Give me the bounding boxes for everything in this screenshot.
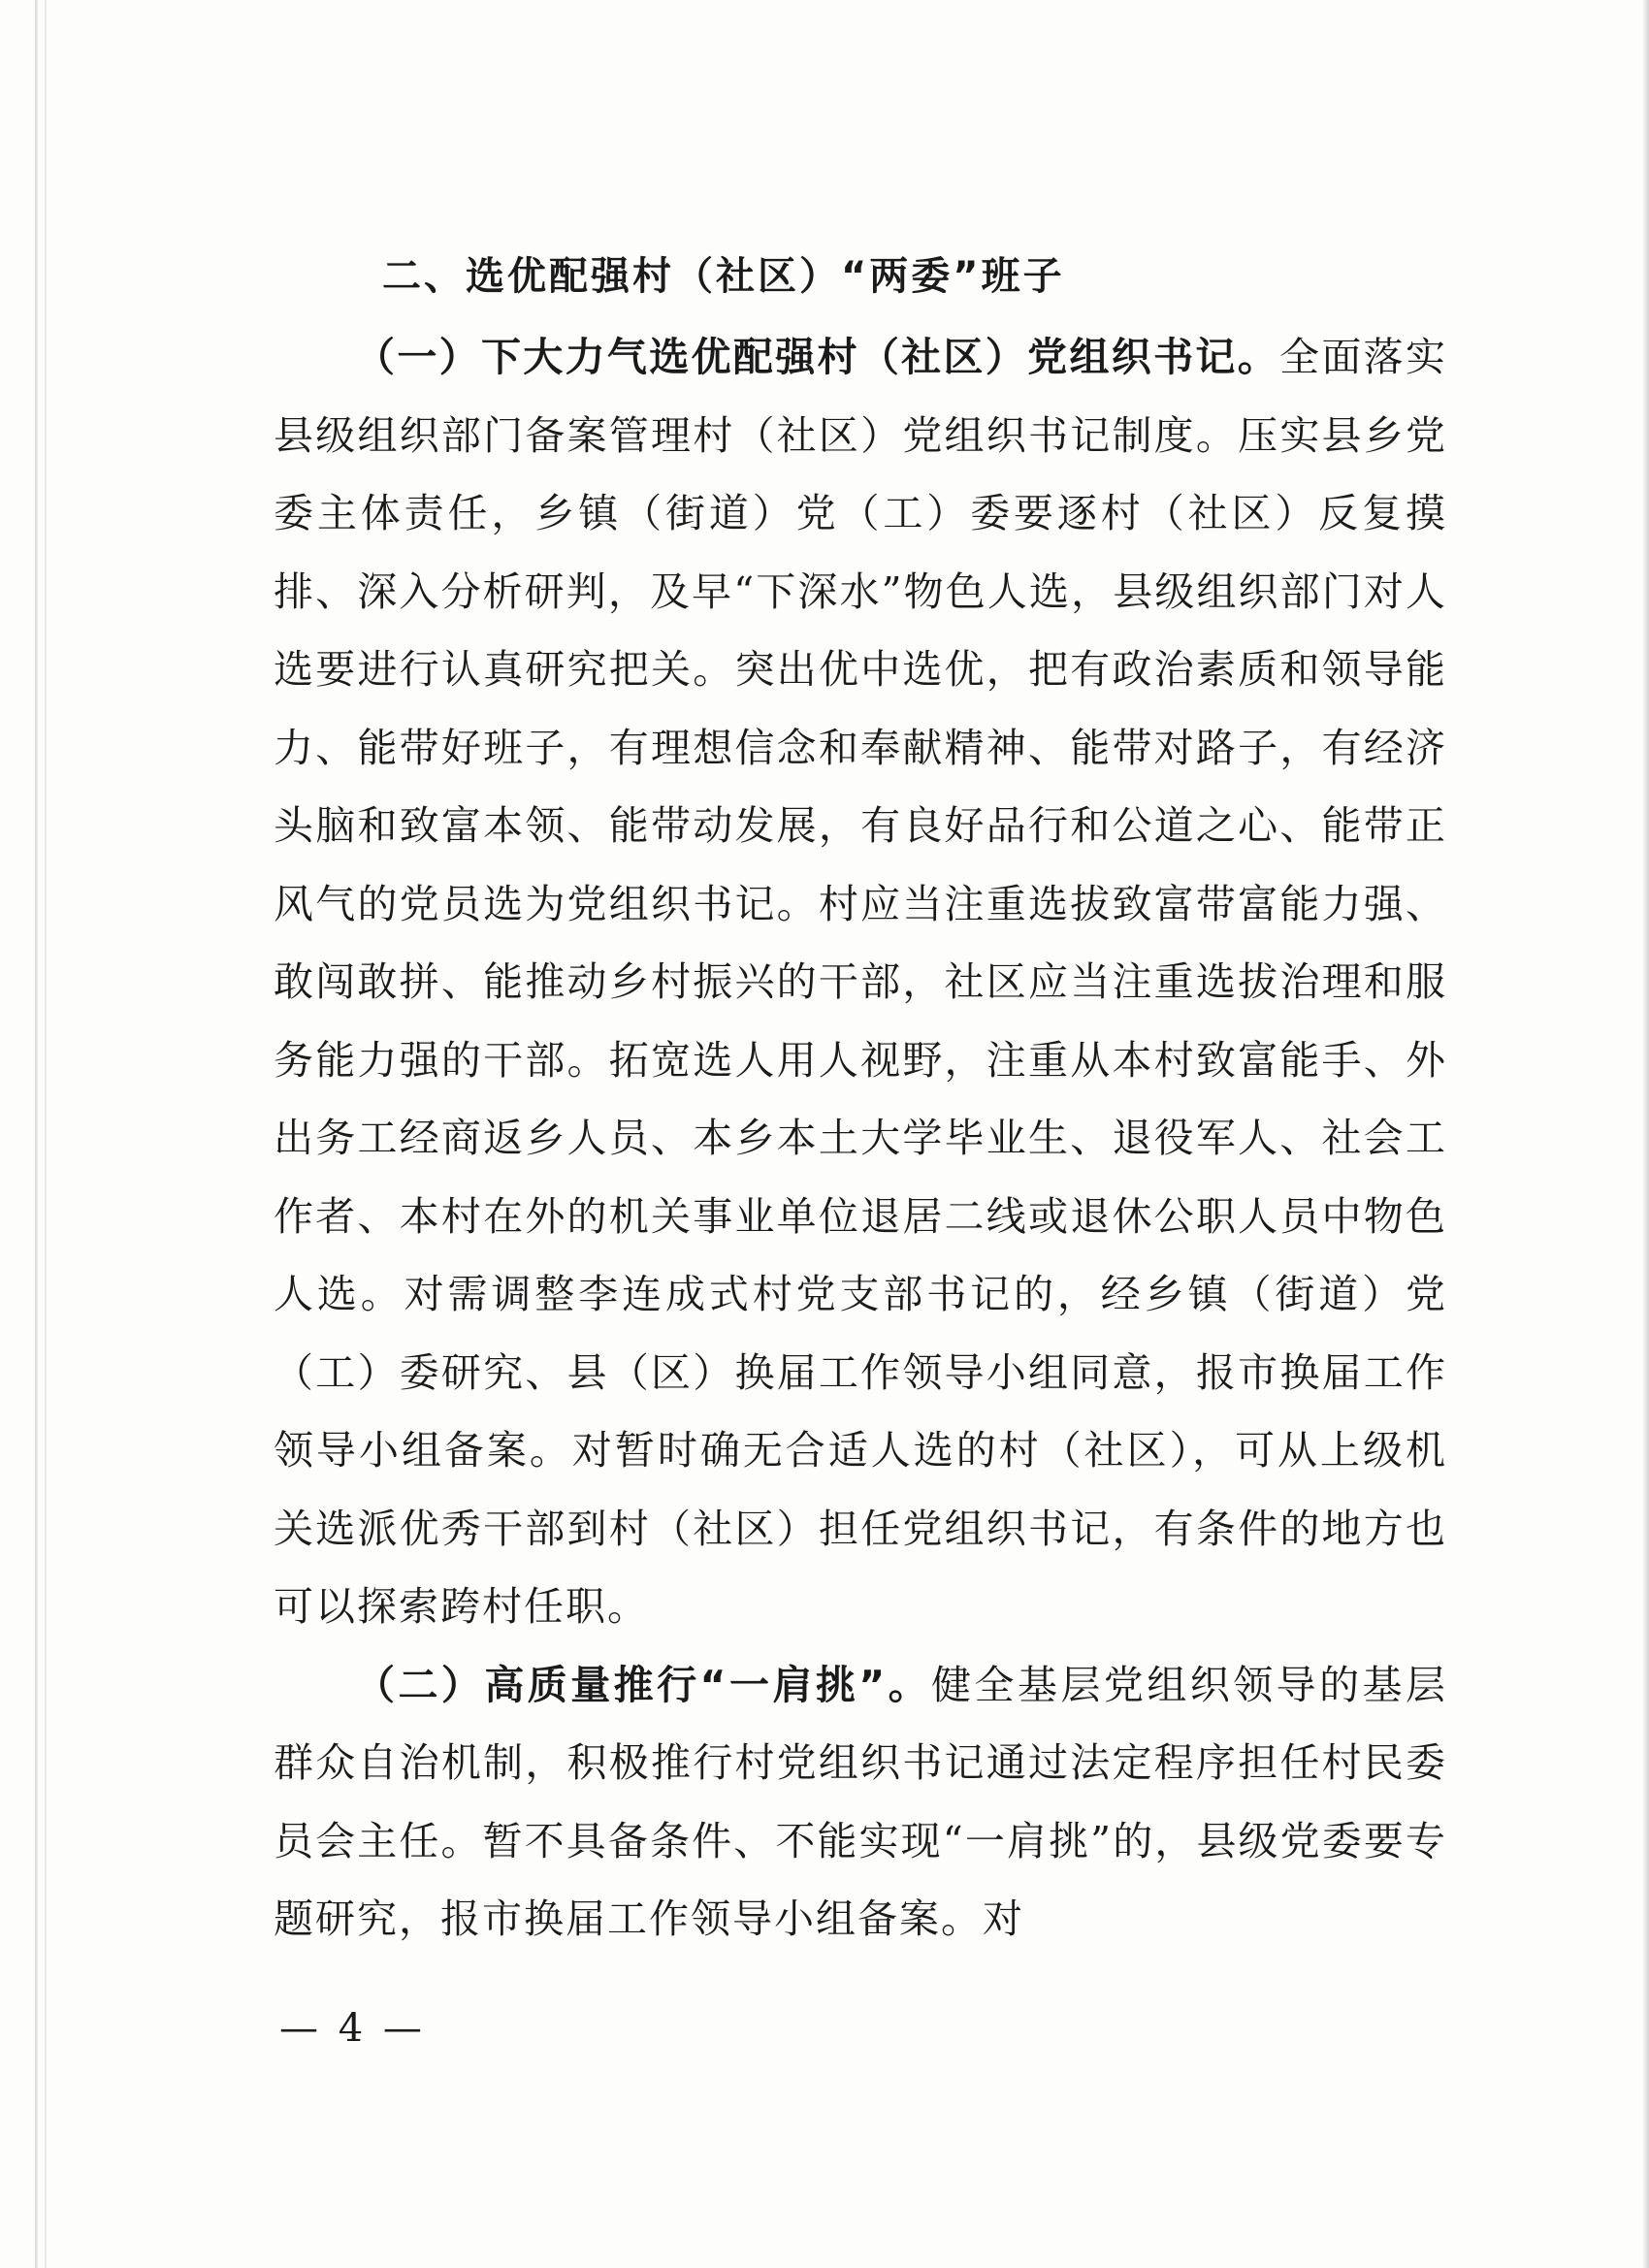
paragraph-body: 全面落实县级组织部门备案管理村（社区）党组织书记制度。压实县乡党委主体责任，乡镇（街道）党（工）委要逐村（社区）反复摸排、深入分析研判，及早“下深水”物色人选，县级组织部门对人选要进行认真研究把关。突出优中选优，把有政治素质和领导能力、能带好班子，有理想信念和奉献精神、能带对路子，有经济头脑和致富本领、能带动发展，有良好品行和公道之心、能带正风气的党员选为党组织书记。村应当注重选拔致富带富能力强、敢闯敢拼、能推动乡村振兴的干部，社区应当注重选拔治理和服务能力强的干部。拓宽选人用人视野，注重从本村致富能手、外出务工经商返乡人员、本乡本土大学毕业生、退役军人、社会工作者、本村在外的机关事业单位退居二线或退休公职人员中物色人选。对需调整李连成式村党支部书记的，经乡镇（街道）党（工）委研究、县（区）换届工作领导小组同意，报市换届工作领导小组备案。对暂时确无合适人选的村（社区），可从上级机关选派优秀干部到村（社区）担任党组织书记，有条件的地方也可以探索跨村任职。 [274, 334, 1448, 1630]
paragraph-lead: （二）高质量推行“一肩挑”。 [355, 1661, 932, 1708]
paragraph-body: 健全基层党组织领导的基层群众自治机制，积极推行村党组织书记通过法定程序担任村民委员会主任。暂不具备条件、不能实现“一肩挑”的，县级党委要专题研究，报市换届工作领导小组备案。对 [274, 1661, 1447, 1942]
scan-edge [45, 0, 47, 2268]
page-number: — 4 — [279, 2006, 426, 2051]
scan-edge [35, 0, 38, 2268]
paragraph-1 [274, 318, 1447, 1646]
document-body [274, 243, 1447, 1959]
paragraph-lead: （一）下大力气选优配强村（社区）党组织书记。 [355, 334, 1280, 380]
scan-edge [1643, 0, 1649, 2268]
paragraph-2 [274, 1646, 1447, 1959]
section-heading: 二、选优配强村（社区）“两委”班子 [382, 254, 1065, 299]
